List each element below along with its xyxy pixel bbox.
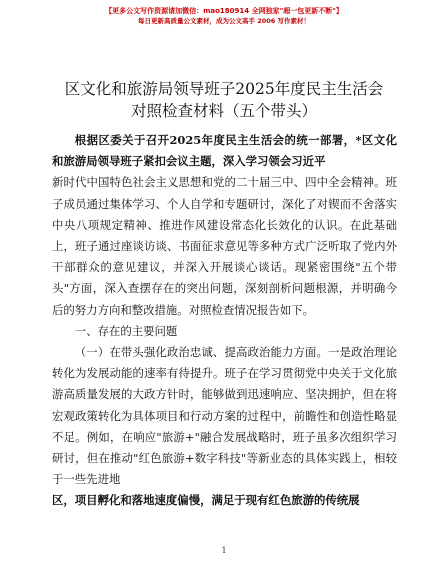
page-number: 1 — [221, 546, 227, 555]
promo-banner — [0, 6, 448, 26]
intro-paragraph-bold: 根据区委关于召开2025年度民主生活会的统一部署，*区文化和旅游局领导班子紧扣会议主题，深入学习领会习近平 — [52, 133, 397, 169]
intro-paragraph: 新时代中国特色社会主义思想和党的二十届三中、四中全会精神。班子成员通过集体学习、个人自学和专题研讨，深化了对锲而不舍落实中央八项规定精神、推进作风建设常态化长效化的认识。在此基础上，班子通过座谈访谈、书面征求意见等多种方式广泛听取了党内外干部群众的意见建议，并深入开展谈心谈话。现紧密围绕"五个带头"方面，深入查摆存在的突出问题，深刻剖析问题根源，并明确今后的努力方向和整改措施。对照检查情况报告如下。 — [52, 175, 397, 317]
point-1-paragraph: （一）在带头强化政治忠诚、提高政治能力方面。一是政治理论转化为发展动能的速率有待提升。班子在学习贯彻党中央关于文化旅游高质量发展的大政方针时，能够做到迅速响应、坚决拥护，但在将宏观政策转化为具体项目和行动方案的过程中，前瞻性和创造性略显不足。例如，在响应"旅游+"融合发展战略时，班子虽多次组织学习研讨，但在推动"红色旅游+数字科技"等新业态的具体实践上，相较于一些先进地 — [52, 345, 397, 487]
promo-banner-line-2: 每日更新高质量公文素材，成为公文高手 2006 写作素材！ — [137, 17, 311, 25]
point-1-bold-line: 区，项目孵化和落地速度偏慢，满足于现有红色旅游的传统展 — [52, 493, 360, 508]
document-title-line-2: 对照检查材料（五个带头） — [130, 102, 317, 120]
promo-banner-line-1: 【更多公文写作资源请加微信：mao180914 全网独家"超一包更新不断"】 — [105, 7, 343, 15]
document-title — [30, 78, 418, 122]
document-title-line-1: 区文化和旅游局领导班子2025年度民主生活会 — [64, 80, 384, 98]
document-body — [52, 130, 397, 512]
section-heading: 一、存在的主要问题 — [74, 323, 178, 338]
